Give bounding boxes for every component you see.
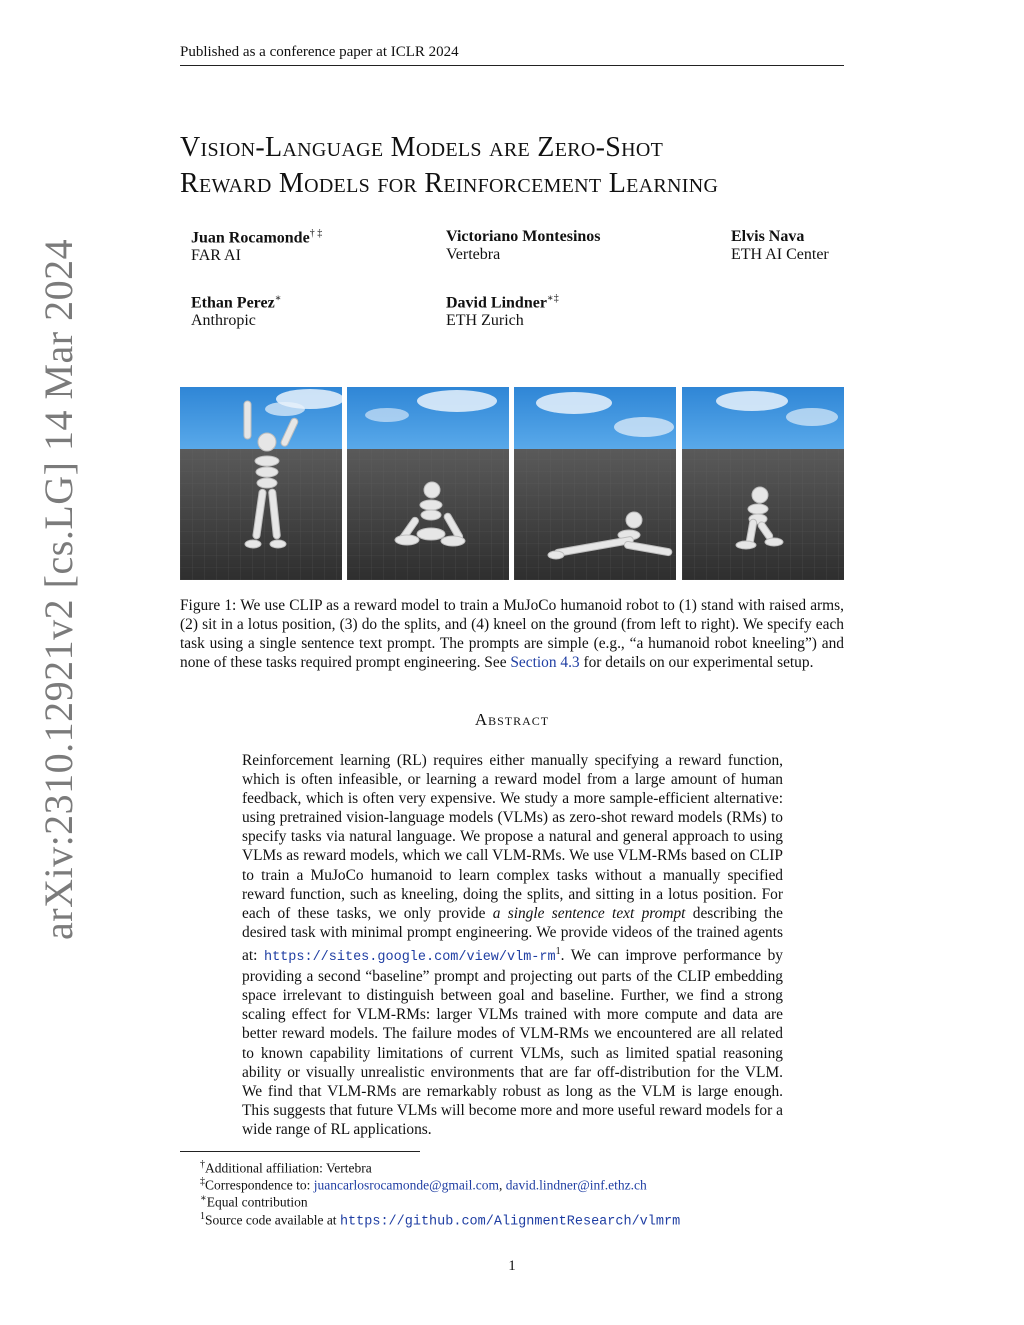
figure-panel-splits (514, 387, 676, 580)
figure-panel-stand (180, 387, 342, 580)
footnote-source: $^1$Source code available at https://github.com/AlignmentResearch/vlmrm (200, 1211, 681, 1230)
arxiv-sidebar: arXiv:2310.12921v2 [cs.LG] 14 Mar 2024 (36, 238, 81, 940)
author-name: Victoriano Montesinos (446, 228, 601, 245)
author-block-2 (446, 228, 601, 264)
author-block-3 (731, 228, 829, 264)
author-marks: ∗ (274, 293, 282, 304)
section-link[interactable]: Section 4.3 (510, 654, 580, 671)
footnote-ref: 1 (555, 945, 561, 957)
author-marks: † ‡ (309, 228, 323, 239)
author-affiliation: FAR AI (191, 247, 241, 265)
footnote-affiliation: †Additional affiliation: Vertebra (200, 1159, 372, 1176)
abstract-body: Reinforcement learning (RL) requires either manually specifying a reward function, which is often infeasible, or learning a reward model from a large amount of human feedback, which is often very expensive. We study a more sample-efficient alternative: using pretrained vision-language models (VLMs) as zero-shot reward models (RMs) to specify tasks via natural language. We propose a natural and general approach to using VLMs as reward models, which we call VLM-RMs. We use VLM-RMs based on CLIP to train a MuJoCo humanoid to learn complex tasks without a manually specified reward function, such as kneeling, doing the splits, and sitting in a lotus position. For each of these tasks, we only provide a single sentence text prompt describing the desired task with minimal prompt engineering. We provide videos of the trained agents at: $https://sites.google.com/view/vlm-rm^1$. We can improve performance by providing a second “baseline” prompt and projecting out parts of the CLIP embedding space irrelevant to distinguish between goal and baseline. Further, we find a strong scaling effect for VLM-RMs: larger VLMs trained with more compute and data are better reward models. The failure modes of VLM-RMs we encountered are all related to known capability limitations of current VLMs, such as limited spatial reasoning ability or visually unrealistic environments that are far off-distribution for the VLM. We find that VLM-RMs are remarkably robust as long as the VLM is large enough. This suggests that future VLMs will become more and more useful reward models for a wide range of RL applications. (242, 752, 783, 1138)
footnote-equal: ∗Equal contribution (200, 1193, 308, 1210)
figure-caption: Figure 1: We use CLIP as a reward model to train a MuJoCo humanoid robot to (1) stand with raised arms, (2) sit in a lotus position, (3) do the splits, and (4) kneel on the ground (from left to right). We specify each task using a single sentence text prompt. The prompts are simple (e.g., “a humanoid robot kneeling”) and none of these tasks required prompt engineering. See Section 4.3 for details on our experimental setup. (180, 597, 844, 671)
footnote-correspondence: ‡Correspondence to: juancarlosrocamonde@gmail.com, david.lindner@inf.ethz.ch (200, 1176, 647, 1193)
abstract-heading: Abstract (474, 710, 550, 729)
paper-title (180, 130, 880, 202)
author-name: Ethan Perez (191, 294, 275, 312)
author-block-1 (191, 228, 322, 265)
author-affiliation: ETH Zurich (446, 312, 524, 330)
author-block-4 (191, 293, 281, 330)
author-affiliation: Anthropic (191, 312, 256, 330)
header-rule (180, 65, 844, 66)
email-link-2[interactable]: david.lindner@inf.ethz.ch (505, 1177, 647, 1193)
github-link[interactable]: https://github.com/AlignmentResearch/vlmrm (339, 1214, 681, 1230)
email-link-1[interactable]: juancarlosrocamonde@gmail.com (313, 1177, 499, 1193)
title-line-1: Vision-Language Models are Zero-Shot (180, 132, 664, 163)
running-header: Published as a conference paper at ICLR 2024 (180, 44, 459, 60)
author-name: David Lindner (446, 294, 547, 312)
page-number: 1 (508, 1258, 516, 1274)
videos-link[interactable]: https://sites.google.com/view/vlm-rm (263, 950, 556, 966)
author-marks: ∗‡ (546, 293, 559, 304)
author-affiliation: Vertebra (446, 246, 501, 263)
author-block-5 (446, 293, 559, 330)
author-name: Juan Rocamonde (191, 229, 310, 247)
figure-panel-lotus (347, 387, 509, 580)
author-affiliation: ETH AI Center (731, 246, 829, 263)
abstract-emphasis: a single sentence text prompt (492, 904, 686, 922)
author-name: Elvis Nava (731, 228, 805, 245)
footnote-rule (180, 1151, 420, 1152)
figure-panel-kneel (682, 387, 844, 580)
title-line-2: Reward Models for Reinforcement Learning (180, 168, 719, 199)
